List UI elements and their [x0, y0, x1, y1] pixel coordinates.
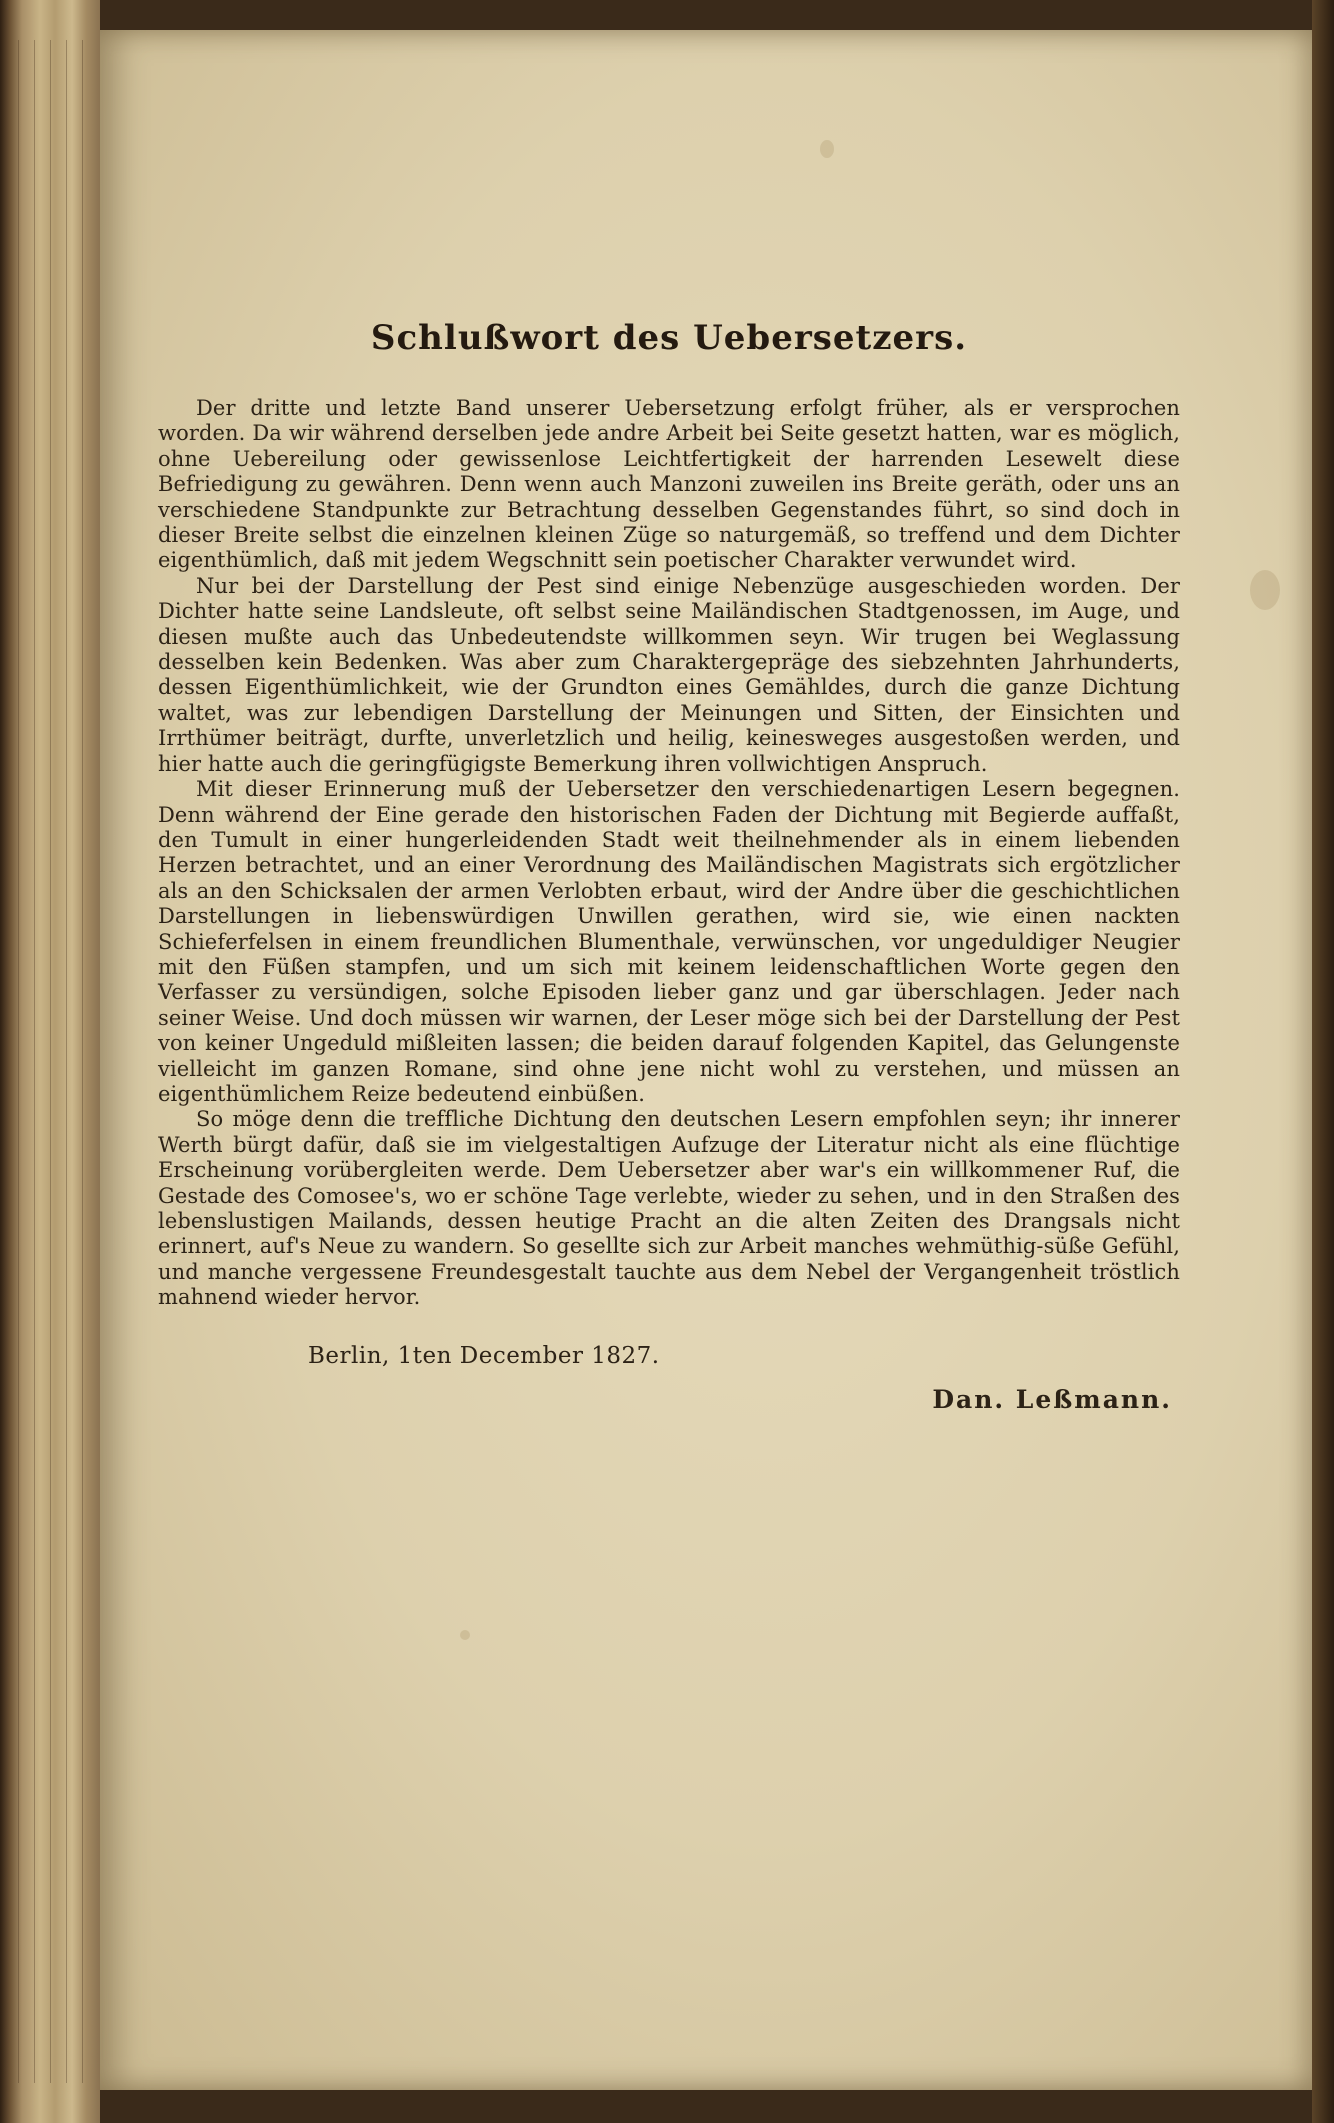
page-edge-line — [50, 40, 51, 2083]
paper-stain — [820, 140, 834, 158]
binding-shadow — [1312, 0, 1334, 2123]
paragraph-2: Nur bei der Darstellung der Pest sind einige Nebenzüge ausgeschieden worden. Der Dichter hatte seine Landsleute, oft selbst seine Mailändischen Stadtgenossen, im Auge, und diesen mußte auch das Unbedeutendste willkommen seyn. Wir trugen bei Weglassung desselben kein Bedenken. Was aber zum Charaktergepräge des siebzehnten Jahrhunderts, dessen Eigenthümlichkeit, wie der Grundton eines Gemähldes, durch die ganze Dichtung waltet, was zur lebendigen Darstellung der Meinungen und Sitten, der Einsichten und Irrthümer beiträgt, durfte, unverletzlich und heilig, keinesweges ausgestoßen werden, und hier hatte auch die geringfügigste Bemerkung ihren vollwichtigen Anspruch. — [158, 573, 1180, 776]
page-edge-line — [18, 40, 19, 2083]
document-body — [158, 318, 1180, 1414]
page-edge-line — [66, 40, 67, 2083]
paper-stain — [460, 1630, 470, 1640]
page-edge-line — [82, 40, 83, 2083]
paragraph-3: Mit dieser Erinnerung muß der Uebersetzer den verschiedenartigen Lesern begegnen. Denn während der Eine gerade den historischen Faden der Dichtung mit Begierde auffaßt, den Tumult in einer hungerleidenden Stadt weit theilnehmender als in einem liebenden Herzen betrachtet, und an einer Verordnung des Mailändischen Magistrats sich ergötzlicher als an den Schicksalen der armen Verlobten erbaut, wird der Andre über die geschichtlichen Darstellungen in liebenswürdigen Unwillen gerathen, wird sie, wie einen nackten Schieferfelsen in einem freundlichen Blumenthale, verwünschen, vor ungeduldiger Neugier mit den Füßen stampfen, und um sich mit keinem leidenschaftlichen Worte gegen den Verfasser zu versündigen, solche Episoden lieber ganz und gar überschlagen. Jeder nach seiner Weise. Und doch müssen wir warnen, der Leser möge sich bei der Darstellung der Pest von keiner Ungeduld mißleiten lassen; die beiden darauf folgenden Kapitel, das Gelungenste vielleicht im ganzen Romane, sind ohne jene nicht wohl zu verstehen, und müssen an eigenthümlichem Reize bedeutend einbüßen. — [158, 777, 1180, 1106]
paragraph-1: Der dritte und letzte Band unserer Uebersetzung erfolgt früher, als er versprochen worden. Da wir während derselben jede andre Arbeit bei Seite gesetzt hatten, war es möglich, ohne Uebereilung oder gewissenlose Leichtfertigkeit der harrenden Lesewelt diese Befriedigung zu gewähren. Denn wenn auch Manzoni zuweilen ins Breite geräth, oder uns an verschiedene Standpunkte zur Betrachtung desselben Gegenstandes führt, so sind doch in dieser Breite selbst die einzelnen kleinen Züge so naturgemäß, so treffend und dem Dichter eigenthümlich, daß mit jedem Wegschnitt sein poetischer Charakter verwundet wird. — [158, 396, 1180, 573]
page-title: Schlußwort des Uebersetzers. — [370, 318, 968, 358]
place-and-date: Berlin, 1ten December 1827. — [308, 1342, 660, 1369]
page-edge-line — [34, 40, 35, 2083]
paragraph-4: So möge denn die treffliche Dichtung den deutschen Lesern empfohlen seyn; ihr innerer Werth bürgt dafür, daß sie im vielgestaltigen Aufzuge der Literatur nicht als eine flüchtige Erscheinung vorübergleiten werde. Dem Uebersetzer aber war's ein willkommener Ruf, die Gestade des Comosee's, wo er schöne Tage verlebte, wieder zu sehen, und in den Straßen des lebenslustigen Mailands, dessen heutige Pracht an die alten Zeiten des Drangsals nicht erinnert, auf's Neue zu wandern. So gesellte sich zur Arbeit manches wehmüthig-süße Gefühl, und manche vergessene Freundesgestalt tauchte aus dem Nebel der Vergangenheit tröstlich mahnend wieder hervor. — [158, 1107, 1180, 1310]
book-page-edges — [0, 0, 100, 2123]
paper-stain — [1250, 570, 1280, 610]
author-signature: Dan. Leßmann. — [932, 1384, 1172, 1414]
